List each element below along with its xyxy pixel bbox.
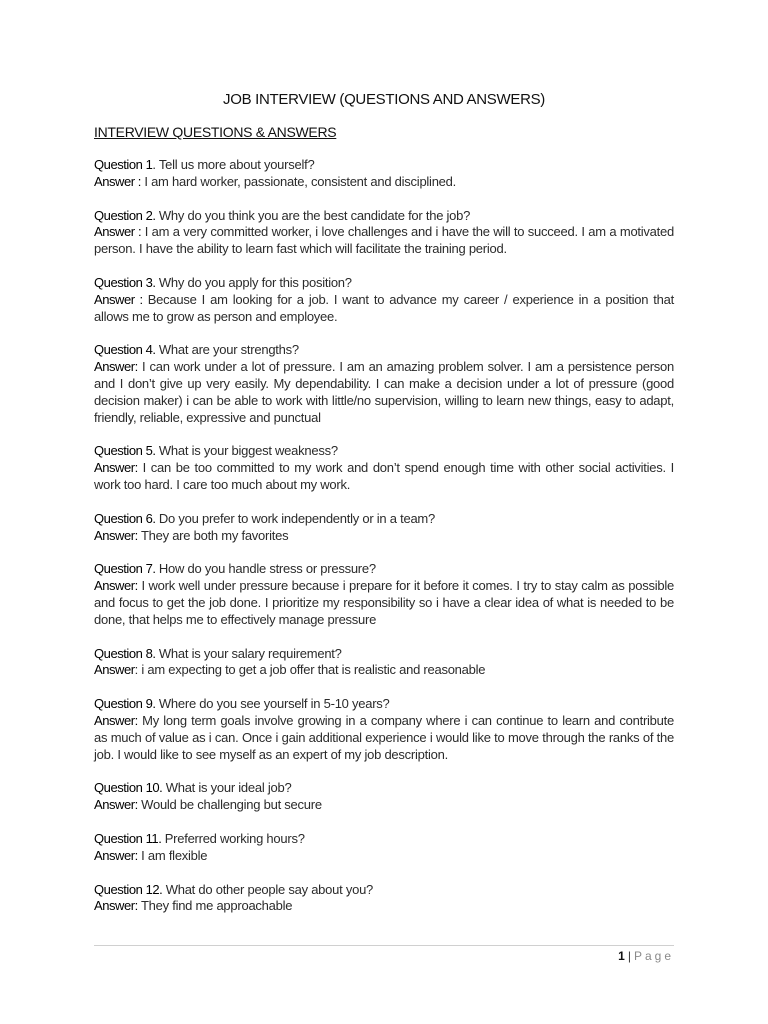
answer-label: Answer: [94,847,138,863]
answer-text: I can be too committed to my work and don’t spend enough time with other social activities. I work too hard. I care too much about my work. [94,460,674,492]
question-label: Question 5. [94,443,156,459]
answer-label: Answer: [94,460,138,476]
answer-text: They find me approachable [137,898,293,914]
page-separator: | [627,949,631,963]
answer-label: Answer : [94,224,142,240]
footer-divider [94,945,674,946]
answer-label: Answer: [94,527,138,543]
question-text: Do you prefer to work independently or in a team? [155,510,435,526]
qa-item-8 [94,646,674,680]
question-text: Why do you apply for this position? [155,274,352,290]
qa-item-7 [94,561,674,628]
answer-text: I work well under pressure because i prepare for it before it comes. I try to stay calm as possible and focus to get the job done. I prioritize my responsibility so i have a clear idea of what is needed to be done, that helps me to effectively manage pressure [94,578,674,627]
answer-text: Would be challenging but secure [137,797,322,813]
page-footer [618,949,674,963]
question-label: Question 2. [94,207,156,223]
answer-line [94,224,674,258]
answer-text: I am flexible [137,847,208,863]
answer-label: Answer : [94,291,143,307]
answer-text: They are both my favorites [137,527,289,543]
question-line [94,157,674,174]
question-label: Question 3. [94,274,156,290]
answer-line [94,292,674,326]
answer-label: Answer: [94,797,138,813]
answer-label: Answer: [94,898,138,914]
question-text: Where do you see yourself in 5-10 years? [155,696,390,712]
answer-text: I am hard worker, passionate, consistent and disciplined. [140,173,456,189]
qa-item-1 [94,157,674,191]
question-line [94,646,674,663]
answer-line [94,460,674,494]
question-line [94,275,674,292]
qa-item-11 [94,831,674,865]
answer-line [94,662,674,679]
question-label: Question 9. [94,696,156,712]
answer-line [94,359,674,426]
answer-line [94,528,674,545]
answer-label: Answer: [94,359,138,375]
question-text: What are your strengths? [155,342,299,358]
answer-text: My long term goals involve growing in a company where i can continue to learn and contribute as much of value as i can. Once i gain additional experience i would like to move through the ranks of the job. I would like to see myself as an expert of my job description. [94,712,674,762]
question-line [94,780,674,797]
question-label: Question 10. [94,780,163,796]
question-label: Question 12. [94,881,163,897]
answer-text: : i am expecting to get a job offer that is realistic and reasonable [134,662,486,678]
question-label: Question 7. [94,561,156,577]
question-line [94,561,674,578]
answer-line [94,797,674,814]
question-line [94,696,674,713]
answer-line [94,174,674,191]
page-word: Page [633,949,674,963]
question-label: Question 1 [94,157,153,172]
qa-item-3 [94,275,674,325]
qa-item-10 [94,780,674,814]
question-text: How do you handle stress or pressure? [155,561,376,577]
answer-line [94,578,674,628]
page-title: JOB INTERVIEW (QUESTIONS AND ANSWERS) [223,91,545,108]
question-line [94,831,674,848]
qa-item-6 [94,511,674,545]
answer-line [94,848,674,865]
answer-line [94,898,674,915]
answer-label: Answer [94,662,135,678]
answer-label: Answer: [94,578,138,594]
question-text: Why do you think you are the best candidate for the job? [155,207,471,223]
question-line [94,208,674,225]
question-text: What is your biggest weakness? [155,443,338,459]
qa-item-12 [94,882,674,916]
question-label: Question 4. [94,342,156,358]
qa-list [94,157,674,915]
answer-line [94,713,674,763]
answer-text: Because I am looking for a job. I want to advance my career / experience in a position that allows me to grow as person and employee. [94,291,674,324]
question-text: . Tell us more about yourself? [152,157,315,172]
question-label: Question 8. [94,645,156,661]
qa-item-4 [94,342,674,426]
question-label: Question 11. [94,830,162,846]
answer-label: Answer : [94,173,141,189]
question-line [94,882,674,899]
question-text: What do other people say about you? [162,881,374,897]
answer-label: Answer: [94,712,138,728]
question-line [94,342,674,359]
page-number: 1 [618,949,625,963]
answer-text: I am a very committed worker, i love challenges and i have the will to succeed. I am a motivated person. I have the ability to learn fast which will facilitate the training period. [94,224,674,257]
question-line [94,511,674,528]
qa-item-5 [94,443,674,493]
question-text: Preferred working hours? [161,830,305,846]
question-line [94,443,674,460]
answer-text: I can work under a lot of pressure. I am an amazing problem solver. I am a persistence person and I don’t give up very easily. My dependability. I can make a decision under a lot of pressure (good decision maker) i can be able to work with little/no supervision, willing to learn new things, easy to adapt, friendly, reliable, expressive and punctual [94,359,674,425]
question-label: Question 6. [94,510,156,526]
question-text: What is your ideal job? [162,780,292,796]
qa-item-9 [94,696,674,763]
section-heading: INTERVIEW QUESTIONS & ANSWERS [94,124,337,140]
qa-item-2 [94,208,674,258]
question-text: What is your salary requirement? [155,645,342,661]
